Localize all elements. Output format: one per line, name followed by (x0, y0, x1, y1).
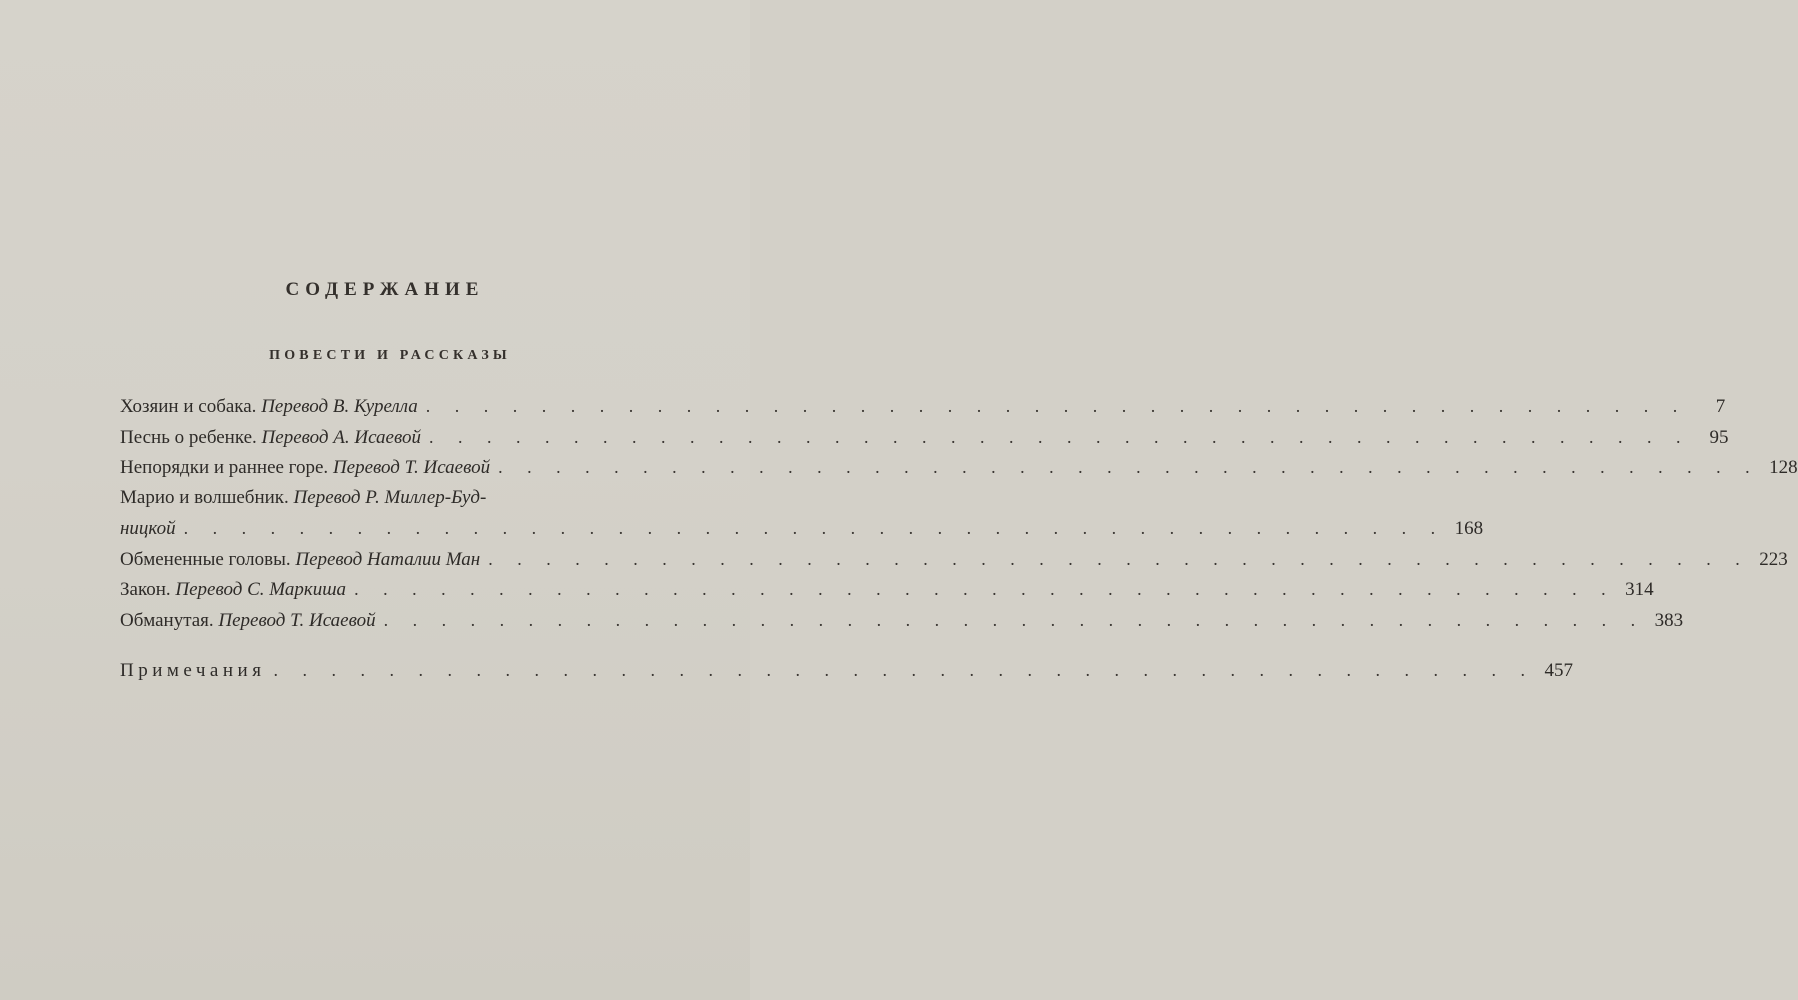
toc-entry-text (120, 453, 490, 484)
dot-leader: . . . . . . . . . . . . . . . . . . . . . . . . . . . . . . . . . . . . . . . . . . . . (183, 518, 1446, 538)
dot-leader: . . . . . . . . . . . . . . . . . . . . . . . . . . . . . . . . . . . . . . . . . . . . (498, 457, 1760, 477)
toc-entry-title: Закон. (120, 579, 171, 600)
toc-entry (120, 605, 1684, 636)
dot-leader: . . . . . . . . . . . . . . . . . . . . . . . . . . . . . . . . . . . . . . . . . . . . (428, 426, 1691, 447)
toc-entry-translator-continued: ницкой (120, 518, 176, 539)
toc-entry-notes (120, 655, 1573, 686)
dot-leader: . . . . . . . . . . . . . . . . . . . . . . . . . . . . . . . . . . . . . . . . . . . . (383, 609, 1646, 630)
toc-entry-text (120, 514, 176, 545)
toc-entry-text (120, 575, 346, 606)
dot-leader: . . . . . . . . . . . . . . . . . . . . . . . . . . . . . . . . . . . . . . . . . . . . (273, 660, 1535, 680)
section-heading: ПОВЕСТИ И РАССКАЗЫ (269, 348, 511, 363)
notes-label: Примечания (120, 660, 266, 681)
toc-entry-text (120, 483, 486, 514)
toc-entry-title: Песнь о ребенке. (120, 426, 257, 448)
toc-entry (120, 422, 1729, 453)
toc-entry-title: Хозяин и собака. (120, 396, 257, 417)
toc-entry-translator: Перевод Т. Исаевой (332, 457, 491, 478)
dot-leader: . . . . . . . . . . . . . . . . . . . . . . . . . . . . . . . . . . . . . . . . . . . . (354, 579, 1616, 599)
toc-entry (120, 574, 1654, 605)
toc-entry-text (120, 606, 376, 637)
toc-entry-text (120, 423, 421, 454)
toc-entry-translator: Перевод Наталии Ман (295, 548, 481, 570)
dot-leader: . . . . . . . . . . . . . . . . . . . . . . . . . . . . . . . . . . . . . . . . . . . . (425, 396, 1688, 416)
toc-entry-translator: Перевод Т. Исаевой (218, 609, 376, 631)
toc-entry-title: Марио и волшебник. (120, 486, 289, 508)
toc-entry-translator: Перевод Р. Миллер-Буд- (293, 486, 487, 508)
toc-entry (120, 544, 1788, 575)
toc-entry-page: 95 (1709, 426, 1729, 448)
toc-entry-title: Обмененные головы. (120, 548, 291, 570)
toc-entry-page: 383 (1654, 609, 1684, 631)
toc-entry-translator: Перевод С. Маркиша (175, 579, 347, 600)
toc-entry-page: 168 (1454, 518, 1484, 539)
table-of-contents (120, 391, 1798, 686)
toc-entry-translator: Перевод В. Курелла (261, 396, 418, 417)
page-title: СОДЕРЖАНИЕ (285, 279, 485, 300)
toc-entry (120, 452, 1798, 483)
toc-entry-title: Обманутая. (120, 609, 214, 631)
toc-entry-page: 128 (1769, 457, 1798, 478)
toc-entry-text (120, 392, 418, 423)
toc-entry (120, 483, 658, 514)
toc-entry-continuation (120, 513, 1484, 544)
dot-leader: . . . . . . . . . . . . . . . . . . . . . . . . . . . . . . . . . . . . . . . . . . . . (488, 548, 1750, 569)
toc-entry-page: 7 (1715, 396, 1726, 417)
toc-entry-translator: Перевод А. Исаевой (261, 426, 421, 448)
toc-entry (120, 391, 1726, 422)
notes-page: 457 (1544, 660, 1573, 681)
toc-entry-title: Непорядки и раннее горе. (120, 457, 329, 478)
toc-entry-text (120, 545, 480, 576)
toc-entry-page: 223 (1759, 548, 1788, 570)
toc-entry-page: 314 (1625, 579, 1654, 600)
